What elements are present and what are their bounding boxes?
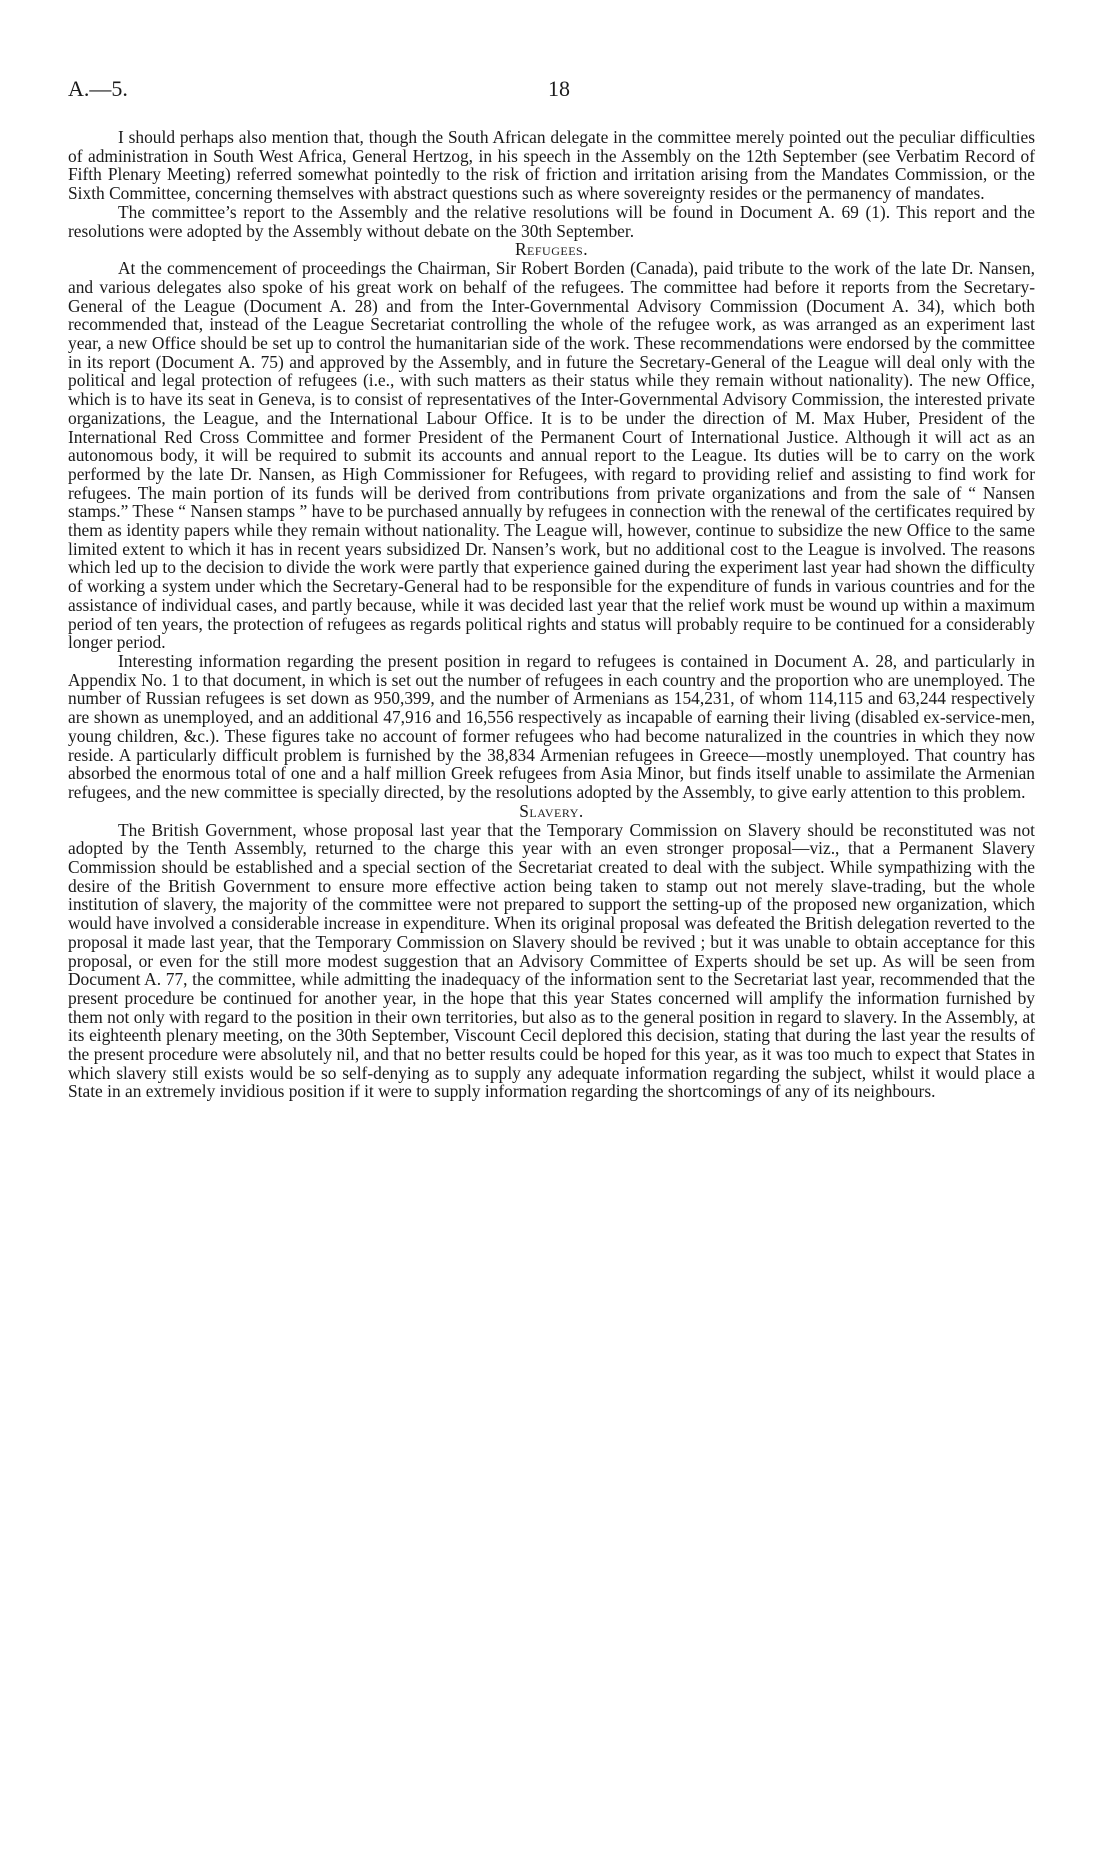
body-text (68, 128, 1035, 1101)
page-number: 18 (548, 76, 570, 101)
section-heading-refugees: Refugees. (514, 239, 589, 260)
paragraph: The committee’s report to the Assembly and the relative resolutions will be found in Document A. 69 (1). This report and the resolutions were adopted by the Assembly without debate on the 30th September. (68, 201, 1035, 241)
document-reference: A.—5. (68, 76, 128, 101)
section-heading-slavery: Slavery. (519, 800, 584, 821)
paragraph: I should perhaps also mention that, though the South African delegate in the committee merely pointed out the peculiar difficulties of administration in South West Africa, General Hertzog, in his speech in the Assembly on the 12th September (see Verbatim Record of Fifth Plenary Meeting) referred somewhat pointedly to the risk of friction and irritation arising from the Mandates Commission, or the Sixth Committee, concerning themselves with abstract questions such as where sovereignty resides or the permanency of mandates. (68, 127, 1035, 204)
paragraph: At the commencement of proceedings the Chairman, Sir Robert Borden (Canada), paid tribute to the work of the late Dr. Nansen, and various delegates also spoke of his great work on behalf of the refugees. The committee had before it reports from the Secretary-General of the League (Document A. 28) and from the Inter-Governmental Advisory Commission (Document A. 34), which both recommended that, instead of the League Secretariat controlling the whole of the refugee work, as was arranged as an experiment last year, a new Office should be set up to control the humanitarian side of the work. These recommendations were endorsed by the committee in its report (Document A. 75) and approved by the Assembly, and in future the Secretary-General of the League will deal only with the political and legal protection of refugees (i.e., with such matters as their status while they remain without nationality). The new Office, which is to have its seat in Geneva, is to consist of representatives of the Inter-Governmental Advisory Commission, the interested private organizations, the League, and the International Labour Office. It is to be under the direction of M. Max Huber, President of the International Red Cross Committee and former President of the Permanent Court of International Justice. Although it will act as an autonomous body, it will be required to submit its accounts and annual report to the League. Its duties will be to carry on the work performed by the late Dr. Nansen, as High Commissioner for Refugees, with regard to providing relief and assisting to find work for refugees. The main portion of its funds will be derived from contributions from private organizations and from the sale of “ Nansen stamps.” These “ Nansen stamps ” have to be purchased annually by refugees in connection with the renewal of the certificates required by them as identity papers while they remain without nationality. The League will, however, continue to subsidize the new Office to the same limited extent to which it has in recent years subsidized Dr. Nansen’s work, but no additional cost to the League is involved. The reasons which led up to the decision to divide the work were partly that experience gained during the experiment last year had shown the difficulty of working a system under which the Secretary-General had to be responsible for the expenditure of funds in various countries and for the assistance of individual cases, and partly because, while it was decided last year that the relief work must be wound up within a maximum period of ten years, the protection of refugees as regards political rights and status will probably require to be continued for a considerably longer period. (68, 258, 1035, 653)
paragraph: The British Government, whose proposal last year that the Temporary Commission on Slavery should be reconstituted was not adopted by the Tenth Assembly, returned to the charge this year with an even stronger proposal—viz., that a Permanent Slavery Commission should be established and a special section of the Secretariat created to deal with the subject. While sympathizing with the desire of the British Government to ensure more effective action being taken to stamp out not merely slave-trading, but the whole institution of slavery, the majority of the committee were not prepared to support the setting-up of the proposed new organization, which would have involved a considerable increase in expenditure. When its original proposal was defeated the British delegation reverted to the proposal it made last year, that the Temporary Commission on Slavery should be revived ; but it was unable to obtain acceptance for this proposal, or even for the still more modest suggestion that an Advisory Committee of Experts should be set up. As will be seen from Document A. 77, the committee, while admitting the inadequacy of the information sent to the Secretariat last year, recommended that the present procedure be continued for another year, in the hope that this year States concerned will amplify the information furnished by them not only with regard to the position in their own territories, but also as to the general position in regard to slavery. In the Assembly, at its eighteenth plenary meeting, on the 30th September, Viscount Cecil deplored this decision, stating that during the last year the results of the present procedure were absolutely nil, and that no better results could be hoped for this year, as it was too much to expect that States in which slavery still exists would be so self-denying as to supply any adequate information regarding the subject, whilst it would place a State in an extremely invidious position if it were to supply information regarding the shortcomings of any of its neighbours. (68, 819, 1035, 1102)
page-header (68, 76, 1046, 106)
paragraph: Interesting information regarding the present position in regard to refugees is contained in Document A. 28, and particularly in Appendix No. 1 to that document, in which is set out the number of refugees in each country and the proportion who are unemployed. The number of Russian refugees is set down as 950,399, and the number of Armenians as 154,231, of whom 114,115 and 63,244 respectively are shown as unemployed, and an additional 47,916 and 16,556 respectively as incapable of earning their living (disabled ex-service-men, young children, &c.). These figures take no account of former refugees who had become naturalized in the countries in which they now reside. A particularly difficult problem is furnished by the 38,834 Armenian refugees in Greece—mostly unemployed. That country has absorbed the enormous total of one and a half million Greek refugees from Asia Minor, but finds itself unable to assimilate the Armenian refugees, and the new committee is specially directed, by the resolutions adopted by the Assembly, to give early attention to this problem. (68, 650, 1035, 802)
